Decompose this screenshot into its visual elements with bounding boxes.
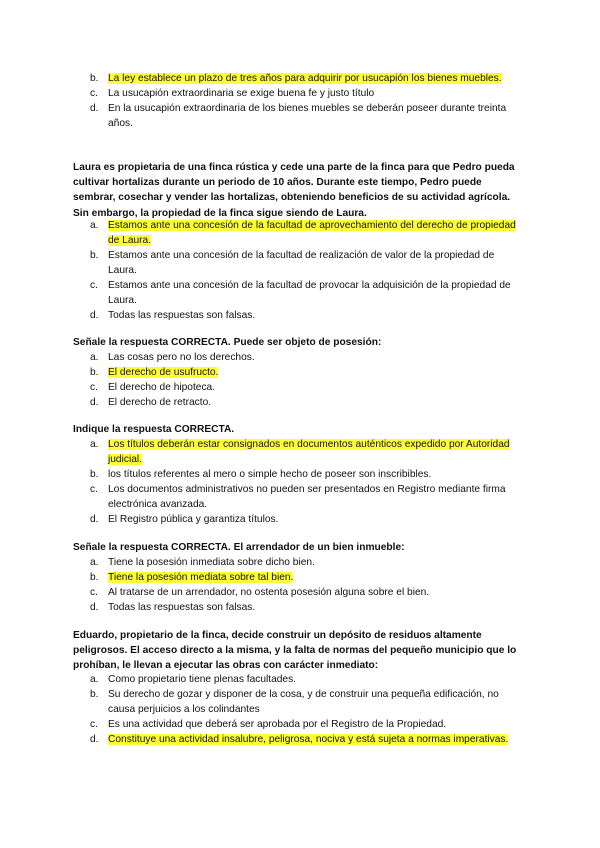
option-letter: b. (90, 250, 99, 261)
option-letter: c. (90, 484, 98, 495)
option-letter: b. (90, 689, 99, 700)
option-q2-b[interactable] (73, 365, 525, 380)
option-text: Los títulos deberán estar consignados en documentos auténticos expedido por Autoridad judicial. (108, 439, 510, 465)
question-2-text: Señale la respuesta CORRECTA. Puede ser objeto de posesión: (73, 337, 382, 348)
question-1-text: Laura es propietaria de una finca rústica y cede una parte de la finca para que Pedro pueda cultivar hortalizas durante un periodo de 10 años. Durante este tiempo, Pedro puede sembrar, cosechar y vender las hortalizas, obteniendo beneficios de su actividad agrícola. Sin embargo, la propiedad de la finca sigue siendo de Laura. (73, 162, 515, 219)
option-text: Todas las respuestas son falsas. (108, 602, 256, 613)
option-q2-c[interactable] (73, 380, 525, 395)
option-text: El derecho de usufructo. (108, 367, 219, 378)
option-letter: d. (90, 397, 99, 408)
option-letter: b. (90, 73, 99, 84)
option-letter: a. (90, 557, 99, 568)
option-letter: d. (90, 103, 99, 114)
options-list-q0 (73, 71, 525, 131)
options-list-q1 (73, 218, 525, 323)
option-q4-b[interactable] (73, 570, 525, 585)
option-text: El Registro pública y garantiza títulos. (108, 514, 279, 525)
option-text: Tiene la posesión mediata sobre tal bien. (108, 572, 294, 583)
option-q3-b[interactable] (73, 467, 525, 482)
option-text: El derecho de hipoteca. (108, 382, 216, 393)
option-text: Estamos ante una concesión de la facultad de provocar la adquisición de la propiedad de Laura. (108, 280, 511, 306)
option-q5-b[interactable] (73, 687, 525, 717)
option-q1-a[interactable] (73, 218, 525, 248)
option-letter: d. (90, 310, 99, 321)
option-q5-a[interactable] (73, 672, 525, 687)
option-q3-d[interactable] (73, 512, 525, 527)
option-text: Como propietario tiene plenas facultades. (108, 674, 297, 685)
option-text: Estamos ante una concesión de la facultad de realización de valor de la propiedad de Laura. (108, 250, 495, 276)
option-text: Estamos ante una concesión de la facultad de aprovechamiento del derecho de propiedad de Laura. (108, 220, 516, 246)
option-q0-d[interactable] (73, 101, 525, 131)
option-letter: c. (90, 280, 98, 291)
option-letter: d. (90, 514, 99, 525)
option-letter: d. (90, 602, 99, 613)
option-q4-a[interactable] (73, 555, 525, 570)
option-letter: b. (90, 367, 99, 378)
option-letter: a. (90, 220, 99, 231)
option-text: La ley establece un plazo de tres años para adquirir por usucapión los bienes muebles. (108, 73, 502, 84)
option-letter: b. (90, 469, 99, 480)
option-text: Su derecho de gozar y disponer de la cosa, y de construir una pequeña edificación, no causa perjuicios a los colindantes (108, 689, 499, 715)
option-q4-c[interactable] (73, 585, 525, 600)
options-list-q3 (73, 437, 525, 527)
option-q1-c[interactable] (73, 278, 525, 308)
option-text: Es una actividad que deberá ser aprobada por el Registro de la Propiedad. (108, 719, 447, 730)
option-text: los títulos referentes al mero o simple hecho de poseer son inscribibles. (108, 469, 432, 480)
option-q2-a[interactable] (73, 350, 525, 365)
question-4-text: Señale la respuesta CORRECTA. El arrendador de un bien inmueble: (73, 542, 405, 553)
options-list-q5 (73, 672, 525, 747)
options-list-q4 (73, 555, 525, 615)
option-letter: a. (90, 674, 99, 685)
option-letter: c. (90, 382, 98, 393)
option-letter: a. (90, 352, 99, 363)
option-q0-b[interactable] (73, 71, 525, 86)
option-letter: d. (90, 734, 99, 745)
option-text: La usucapión extraordinaria se exige buena fe y justo título (108, 88, 375, 99)
option-letter: c. (90, 719, 98, 730)
option-letter: b. (90, 572, 99, 583)
option-text: Las cosas pero no los derechos. (108, 352, 255, 363)
option-text: Constituye una actividad insalubre, peligrosa, nociva y está sujeta a normas imperativas. (108, 734, 509, 745)
option-q2-d[interactable] (73, 395, 525, 410)
option-text: Tiene la posesión inmediata sobre dicho bien. (108, 557, 315, 568)
option-q5-c[interactable] (73, 717, 525, 732)
option-q4-d[interactable] (73, 600, 525, 615)
option-letter: c. (90, 587, 98, 598)
option-text: El derecho de retracto. (108, 397, 212, 408)
option-q0-c[interactable] (73, 86, 525, 101)
question-3-text: Indique la respuesta CORRECTA. (73, 424, 235, 435)
options-list-q2 (73, 350, 525, 410)
option-q1-b[interactable] (73, 248, 525, 278)
option-q5-d[interactable] (73, 732, 525, 747)
option-q1-d[interactable] (73, 308, 525, 323)
option-q3-c[interactable] (73, 482, 525, 512)
option-q3-a[interactable] (73, 437, 525, 467)
option-text: Los documentos administrativos no pueden ser presentados en Registro mediante firma electrónica avanzada. (108, 484, 506, 510)
option-text: Al tratarse de un arrendador, no ostenta posesión alguna sobre el bien. (108, 587, 430, 598)
option-letter: a. (90, 439, 99, 450)
option-letter: c. (90, 88, 98, 99)
question-5-text: Eduardo, propietario de la finca, decide construir un depósito de residuos altamente peligrosos. El acceso directo a la misma, y la falta de normas del pequeño municipio que lo prohíban, le llevan a ejecutar las obras con carácter inmediato: (73, 630, 517, 672)
option-text: Todas las respuestas son falsas. (108, 310, 256, 321)
option-text: En la usucapión extraordinaria de los bienes muebles se deberán poseer durante treinta años. (108, 103, 507, 129)
